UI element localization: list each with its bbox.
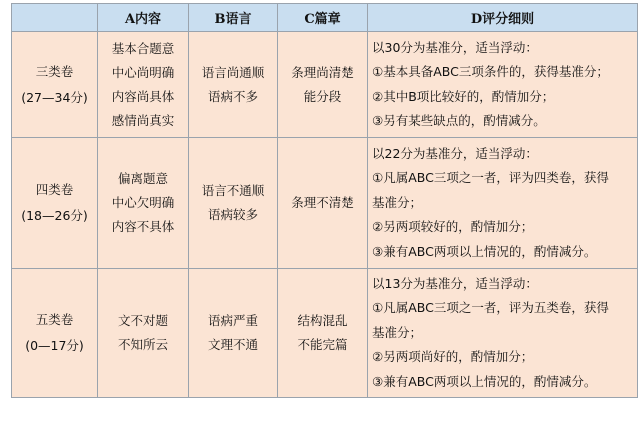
structure-cell: [278, 32, 368, 138]
language-line: 语言不通顺: [201, 183, 265, 198]
content-line: 文不对题: [117, 313, 168, 328]
category-cell: [12, 138, 98, 269]
language-cell: [189, 32, 278, 138]
content-line: 中心欠明确: [111, 195, 175, 210]
table-row: [12, 269, 638, 398]
rules-cell: [368, 32, 638, 138]
rule-line: 以22分为基准分，适当浮动：: [372, 145, 538, 161]
structure-line: 不能完篇: [297, 337, 348, 352]
header-rules: D评分细则: [368, 4, 638, 32]
header-content: A内容: [98, 4, 189, 32]
header-language: B语言: [189, 4, 278, 32]
rules-cell: [368, 269, 638, 398]
rule-line: ①凡属ABC三项之一者，评为五类卷，获得: [372, 300, 609, 316]
header-cell-blank: [12, 4, 98, 32]
rule-line: ①凡属ABC三项之一者，评为四类卷，获得: [372, 170, 609, 186]
content-line: 内容尚具体: [111, 88, 175, 104]
rule-line: 基准分；: [372, 194, 423, 210]
rule-line: ③另有某些缺点的，酌情减分。: [372, 113, 546, 128]
content-cell: [98, 269, 189, 398]
structure-line: 能分段: [303, 88, 342, 104]
language-line: 语病不多: [207, 88, 258, 104]
content-line: 内容不具体: [111, 219, 175, 234]
content-cell: [98, 138, 189, 269]
category-cell: [12, 32, 98, 138]
content-line: 偏离题意: [117, 171, 168, 186]
category-range: (0—17分): [25, 338, 84, 353]
rule-line: 以30分为基准分，适当浮动：: [372, 39, 538, 55]
language-line: 文理不通: [207, 337, 258, 352]
content-line: 基本合题意: [111, 40, 175, 56]
rule-line: ③兼有ABC两项以上情况的，酌情减分。: [372, 373, 597, 389]
scoring-table: [11, 3, 638, 398]
rule-line: ①基本具备ABC三项条件的，获得基准分；: [372, 64, 609, 79]
content-line: 中心尚明确: [111, 64, 175, 80]
table-row: [12, 32, 638, 138]
category-name: 五类卷: [35, 312, 74, 327]
category-name: 三类卷: [35, 63, 74, 79]
table-row: [12, 138, 638, 269]
rule-line: 基准分；: [372, 324, 423, 340]
category-name: 四类卷: [35, 182, 74, 197]
rule-line: ②其中B项比较好的，酌情加分；: [372, 88, 555, 104]
category-cell: [12, 269, 98, 398]
structure-line: 结构混乱: [297, 313, 348, 328]
structure-line: 条理尚清楚: [291, 64, 354, 80]
structure-line: 条理不清楚: [291, 195, 354, 210]
content-cell: [98, 32, 189, 138]
rule-line: ③兼有ABC两项以上情况的，酌情减分。: [372, 243, 597, 259]
language-line: 语病严重: [207, 313, 258, 328]
structure-cell: [278, 269, 368, 398]
content-line: 不知所云: [117, 337, 168, 352]
rule-line: ②另两项较好的，酌情加分；: [372, 219, 534, 235]
header-structure: C篇章: [278, 4, 368, 32]
category-range: (18—26分): [21, 208, 88, 223]
language-cell: [189, 269, 278, 398]
header-row: [12, 4, 638, 32]
rules-cell: [368, 138, 638, 269]
rule-line: ②另两项尚好的，酌情加分；: [372, 349, 534, 365]
language-line: 语言尚通顺: [201, 64, 265, 80]
language-cell: [189, 138, 278, 269]
structure-cell: [278, 138, 368, 269]
content-line: 感情尚真实: [111, 112, 175, 128]
rule-line: 以13分为基准分，适当浮动：: [372, 275, 538, 291]
category-range: (27—34分): [21, 89, 88, 105]
language-line: 语病较多: [207, 207, 258, 222]
